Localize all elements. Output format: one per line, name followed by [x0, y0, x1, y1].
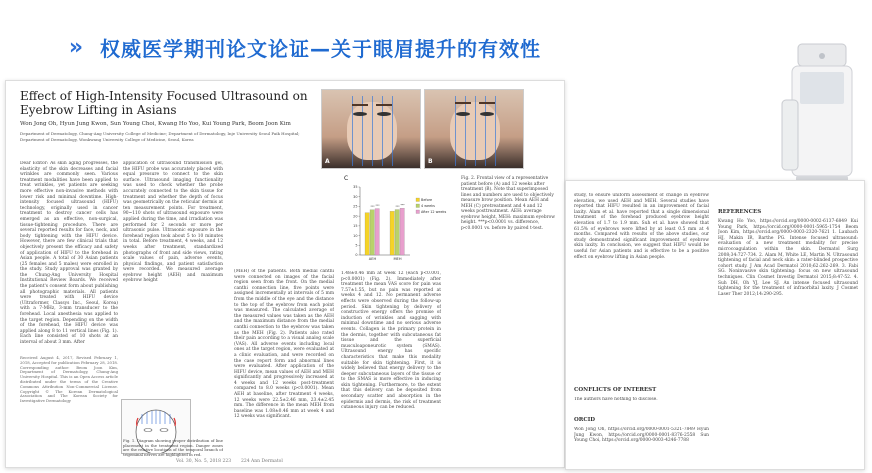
banner	[62, 30, 541, 64]
significance-label: ***	[395, 204, 400, 209]
significance-label: ***	[375, 203, 380, 208]
paper-column-4: 1.48±0.46 mm at week 12 (each p<0.001, p<0.0001) (Fig. 2). Immediately after treatment the mean VAS score for pain was 7.57±1.55, but no pain was reported at weeks 4 and 12. No permanent adverse effects were observed during the follow-up period. Skin tightening by delivery of constructive energy offers the promise of induction of wrinkles and sagging with minimal downtime and no serious adverse events. Collagen is the primary protein in the dermis, together with subcutaneous fat tissue and the superficial musculoaponeurotic system (SMAS). Ultrasound energy has specific characteristics that make this modality suitable for skin tightening. First, it is widely believed that energy delivery to the deeper subcutaneous layers of the tissue or to the SMAS is more effective in inducing skin tightening. Furthermore, to the extent that this delivery can be deposited from secondary scatter and absorption in the epidermis and dermis, the risk of treatment cutaneous injury can be reduced.	[341, 271, 441, 411]
legend-label: After 12 weeks	[421, 210, 447, 214]
paper-footnote: Received August 4, 2017, Revised February 1, 2018, Accepted for publication February 28, 2018. Corresponding author: Beom Joon Kim, Department of Dermatology, Chung-Ang University Hospital. This is an Open Access article distributed under the terms of the Creative Commons Attribution Non-Commercial License. Copyright © The Korean Dermatological Association and The Korean Society for Investigative Dermatology	[20, 356, 118, 404]
significance-label: ***	[400, 203, 405, 208]
bar-chart-svg	[342, 173, 452, 268]
y-tick-label: 10	[353, 233, 358, 238]
paper-column-1: Dear Editor: As skin aging progresses, the elasticity of the skin decreases and facial wrinkles are commonly seen. Various treatment modalities have been applied to treat wrinkles, yet patients are seeking more effective non-invasive methods with lower risk and minimal downtime. High-intensity focused ultrasound (HIFU) technology, originally used in cancer treatment to destroy cancer cells has emerged as an effective, non-surgical, tissue-tightening procedure. There are several reported results for face, neck, and body tightening with the HIFU device. However, there are few clinical trials that objectively present the efficacy and safety of application of HIFU to the forehead in Asian people. A total of 30 Asian patients (25 females and 5 males) were enrolled in the study. Study approval was granted by the Chung-Ang University Hospital Institutional Review Boards. We received the patient's consent form about publishing all photographic materials. All patients were treated with HIFU device (Ultraformer, Classys Inc., Seoul, Korea) with a 7-MHz, 3-mm transducer to the forehead. Local anesthesia was applied to the target region. Depending on the width of the forehead, the HIFU device was applied along 8 to 11 vertical lines (Fig. 1). Each line consisted of 10 shots at an interval of about 3 mm. After	[20, 161, 118, 345]
paper-column-2: application of ultrasound transmission gel, the HIFU probe was accurately placed with equal pressure to connect to the skin surface. Ultrasound imaging functionality was used to check whether the probe accurately connected to the skin tissue for treatment and whether the depth of focus was geometrically on the reticular dermis at ten measurement points. For treatment, 90~110 shots of ultrasound exposure were applied during the time, and irradiation was performed for 2 seconds or more per ultrasonic pulse. Ultrasonic exposure in the forehead region took about 5 to 10 minutes in total. Before treatment, 4 weeks, and 12 weeks after treatment, standardized photographs of front and side views, rating scale values of pain, adverse events, physical findings, and patient satisfaction were recorded. We measured average eyebrow height (AEH) and maximum eyebrow height	[123, 161, 223, 284]
patient-photo-before	[321, 89, 421, 169]
legend-swatch	[416, 204, 420, 208]
legend-swatch	[416, 210, 420, 214]
paper-title: Effect of High-Intensity Focused Ultrasound on Eyebrow Lifting in Asians	[20, 89, 308, 117]
photo-label-a: A	[325, 158, 330, 165]
significance-label: ***	[370, 204, 375, 209]
figure-2-photos	[321, 89, 524, 169]
bar	[370, 210, 374, 255]
legend-label: 4 weeks	[421, 204, 435, 208]
legend-label: Before	[421, 198, 433, 202]
orcid-heading: ORCID	[574, 417, 596, 423]
bar	[395, 210, 399, 255]
banner-title: 权威医学期刊论文论证—关于眼眉提升的有效性	[100, 36, 541, 61]
photo-label-b: B	[428, 158, 433, 165]
double-arrow-right-icon: »	[68, 34, 84, 60]
y-tick-label: 15	[353, 224, 358, 229]
legend-swatch	[416, 198, 420, 202]
references-heading: REFERENCES	[718, 209, 762, 215]
bar	[400, 208, 404, 255]
paper-column-3: (MEH) of the patients. Both medial canthi were connected on images of the facial region seen from the front. On the medial canthi connection line, five points were assigned incrementally at intervals of 5 mm from the middle of the eye and the distance to the top of the eyebrow from each point was measured. The calculated average of the measured values was taken as the AEH and the maximum distance from the medial canthi connection to the eyebrow was taken as the MEH (Fig. 2). Patients also rated their pain according to a visual analog scale (VAS). All adverse events including local ones at the target region, were evaluated at a clinic evaluation, and were recorded on the case report form and abnormal lines were evaluated. After application of the HIFU device, mean values of AEH and MEH significantly and progressively increased at 4 weeks and 12 weeks post-treatment compared to 8.0 weeks (p<0.0001). Mean AEH at baseline, after treatment 4 weeks, 12 weeks were 22.5±2.46 mm, 23.4±2.45 mm. The difference in the mean MEH from baseline was 1.08±0.46 mm at week 4 and 12 weeks was significant.	[234, 269, 334, 420]
paper-affiliation: Department of Dermatology, Chung-Ang University College of Medicine; Department of Dermatology, Inje University Seoul Paik Hospital; Department of Dermatology, Wonkwang University College of Medicine, Seoul, Korea	[20, 131, 300, 142]
paper-page-spread	[5, 80, 565, 468]
conflicts-heading: CONFLICTS OF INTEREST	[574, 387, 657, 393]
category-label: AEH	[368, 257, 377, 261]
y-tick-label: 25	[353, 204, 358, 209]
eyebrow-height-chart	[342, 173, 452, 268]
y-tick-label: 0	[355, 253, 358, 258]
orcid-text: Won Jong Oh, https://orcid.org/0000-0001-5321-7849 Hyun Jung Kwon, https://orcid.org/0000-0001-8376-2558 Sun Young Choi, https://orcid.org/0000-0003-4246-7788	[574, 427, 709, 444]
chart-panel-label: C	[344, 175, 349, 182]
bar	[365, 213, 369, 255]
paper-authors: Won Jong Oh, Hyun Jung Kwon, Sun Young Choi, Kwang Ho Yoo, Kui Young Park, Beom Joon Kim	[20, 121, 291, 127]
paper-page-2	[565, 180, 865, 470]
paper2-column-1: study, to ensure uniform assessment of change in eyebrow elevation, we used AEH and MEH. Several studies have reported that HIFU resulted in an improvement of facial laxity. Alam et al. have reported that a single dimensional treatment of the forehead produced eyebrow height elevation of 1.7 to 1.9 mm. Suh et al. have showed that 61.5% of eyebrows were lifted by at least 0.5 mm at 4 months. Compared with results of the above studies, our study demonstrated significant improvement of eyebrow skin laxity. In conclusion, we suggest that HIFU would be useful for Asian patients and is effective to be a positive effect on eyebrow lifting in Asian people.	[574, 193, 709, 260]
conflicts-text: The authors have nothing to disclose.	[574, 397, 658, 402]
category-label: MEH	[393, 257, 402, 261]
bar	[390, 211, 394, 255]
bar	[375, 209, 379, 255]
page-footer-left: Vol. 30, No. 5, 2018 223	[176, 459, 232, 464]
y-tick-label: 35	[353, 185, 358, 190]
page-footer-right: 224 Ann Dermatol	[241, 459, 283, 464]
references-list: Kwang Ho Yoo, https://orcid.org/0000-0002-6137-6849 Kui Young Park, https://orcid.org/0000-0001-5965-1754 Beom Joon Kim, https://orcid.org/0000-0003-2320-7621 1. Laubach HJ, Makin IR, Barthe PG. Intense focused ultrasound: evaluation of a new treatment modality for precise microcoagulation within the skin. Dermatol Surg 2008;34:727-734. 2. Alam M, White LE, Martin N. Ultrasound tightening of facial and neck skin: a rater-blinded prospective cohort study. J Am Acad Dermatol 2010;62:262-269. 3. Fabi SG. Noninvasive skin tightening: focus on new ultrasound techniques. Clin Cosmet Investig Dermatol 2015;8:47-52. 4. Suh DH, Oh YJ, Lee SJ. An intense focused ultrasound tightening for the treatment of infraorbital laxity. J Cosmet Laser Ther 2012;14:290-295.	[718, 219, 858, 297]
figure-1-caption: Fig. 1. Diagram showing proper distribution of line placement in the treatment region. Danger zones are the relative locations of the temporal branch of trigeminal nerves are highlighted in red.	[123, 439, 223, 457]
y-tick-label: 5	[355, 243, 358, 248]
figure-2-caption: Fig. 2. Frontal view of a representative patient before (A) and 12 weeks after treatment (B). Note that superimposed lines and numbers are used to objectively measure brow position. Mean AEH and MEH (C) pretreatment and 4 and 12 weeks posttreatment. AEH: average eyebrow height, MEH: maximum eyebrow height. ***p<0.0001 vs. difference, p<0.0001 vs. before by paired t-test.	[461, 176, 556, 231]
y-tick-label: 30	[353, 194, 358, 199]
hifu-device-image	[760, 40, 860, 190]
patient-photo-after	[424, 89, 524, 169]
y-tick-label: 20	[353, 214, 358, 219]
